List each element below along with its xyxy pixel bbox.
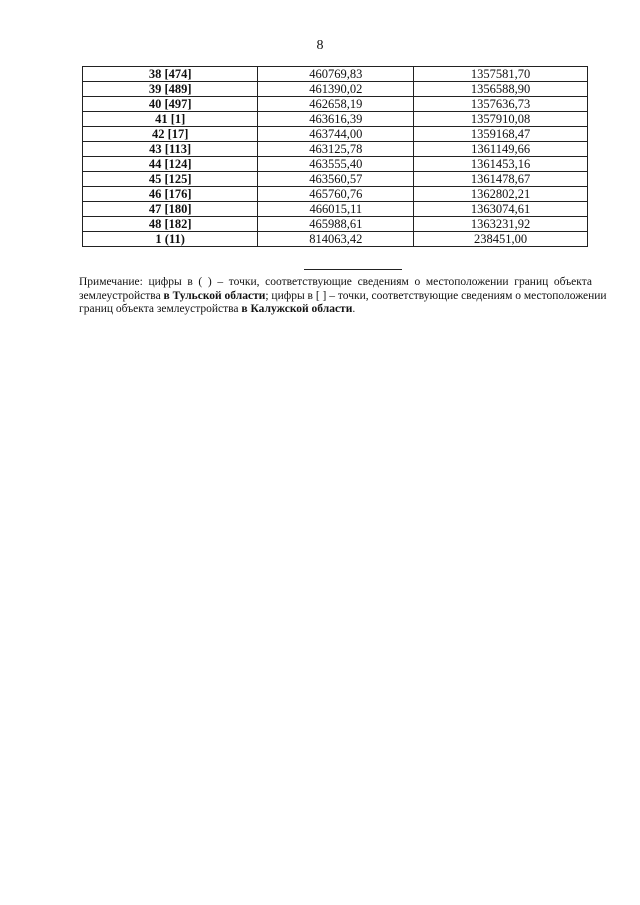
y-coordinate-cell: 238451,00 — [414, 232, 588, 247]
x-coordinate-cell: 463125,78 — [258, 142, 414, 157]
table-row — [83, 112, 588, 127]
x-coordinate-cell: 463744,00 — [258, 127, 414, 142]
footnote-text: землеустройства — [79, 289, 164, 302]
table-row — [83, 142, 588, 157]
x-coordinate-cell: 463560,57 — [258, 172, 414, 187]
footnote-divider — [304, 269, 402, 270]
table-row — [83, 82, 588, 97]
y-coordinate-cell: 1356588,90 — [414, 82, 588, 97]
footnote-region-kaluga: в Калужской области — [241, 303, 353, 315]
x-coordinate-cell: 814063,42 — [258, 232, 414, 247]
table-row — [83, 97, 588, 112]
table-row — [83, 67, 588, 82]
footnote-line-3 — [79, 303, 592, 317]
point-number-cell: 38 [474] — [83, 67, 258, 82]
y-coordinate-cell: 1359168,47 — [414, 127, 588, 142]
footnote-text: границ объекта землеустройства — [79, 303, 242, 315]
point-number-cell: 39 [489] — [83, 82, 258, 97]
table-row — [83, 172, 588, 187]
x-coordinate-cell: 466015,11 — [258, 202, 414, 217]
y-coordinate-cell: 1363074,61 — [414, 202, 588, 217]
y-coordinate-cell: 1361478,67 — [414, 172, 588, 187]
point-number-cell: 45 [125] — [83, 172, 258, 187]
x-coordinate-cell: 465988,61 — [258, 217, 414, 232]
table-row — [83, 217, 588, 232]
table-row — [83, 187, 588, 202]
footnote — [79, 276, 607, 317]
footnote-line-2 — [79, 289, 607, 304]
x-coordinate-cell: 463555,40 — [258, 157, 414, 172]
table-row — [83, 232, 588, 247]
x-coordinate-cell: 461390,02 — [258, 82, 414, 97]
point-number-cell: 44 [124] — [83, 157, 258, 172]
y-coordinate-cell: 1361149,66 — [414, 142, 588, 157]
footnote-text: Примечание: цифры в ( ) – точки, соответствующие сведениям о местоположении границ объекта — [79, 276, 592, 288]
y-coordinate-cell: 1363231,92 — [414, 217, 588, 232]
table-row — [83, 127, 588, 142]
page-number: 8 — [316, 38, 324, 53]
x-coordinate-cell: 463616,39 — [258, 112, 414, 127]
point-number-cell: 46 [176] — [83, 187, 258, 202]
y-coordinate-cell: 1357581,70 — [414, 67, 588, 82]
footnote-text: . — [352, 303, 356, 315]
x-coordinate-cell: 460769,83 — [258, 67, 414, 82]
footnote-text: ; цифры в [ ] – точки, соответствующие сведениям о местоположении — [265, 289, 607, 302]
coordinates-table-body — [83, 67, 588, 247]
footnote-line-1 — [79, 276, 592, 290]
y-coordinate-cell: 1357910,08 — [414, 112, 588, 127]
y-coordinate-cell: 1362802,21 — [414, 187, 588, 202]
point-number-cell: 47 [180] — [83, 202, 258, 217]
point-number-cell: 43 [113] — [83, 142, 258, 157]
footnote-region-tula: в Тульской области — [163, 289, 266, 302]
point-number-cell: 41 [1] — [83, 112, 258, 127]
point-number-cell: 42 [17] — [83, 127, 258, 142]
y-coordinate-cell: 1357636,73 — [414, 97, 588, 112]
point-number-cell: 40 [497] — [83, 97, 258, 112]
table-row — [83, 157, 588, 172]
point-number-cell: 48 [182] — [83, 217, 258, 232]
table-row — [83, 202, 588, 217]
point-number-cell: 1 (11) — [83, 232, 258, 247]
x-coordinate-cell: 465760,76 — [258, 187, 414, 202]
x-coordinate-cell: 462658,19 — [258, 97, 414, 112]
coordinates-table — [82, 66, 588, 247]
y-coordinate-cell: 1361453,16 — [414, 157, 588, 172]
